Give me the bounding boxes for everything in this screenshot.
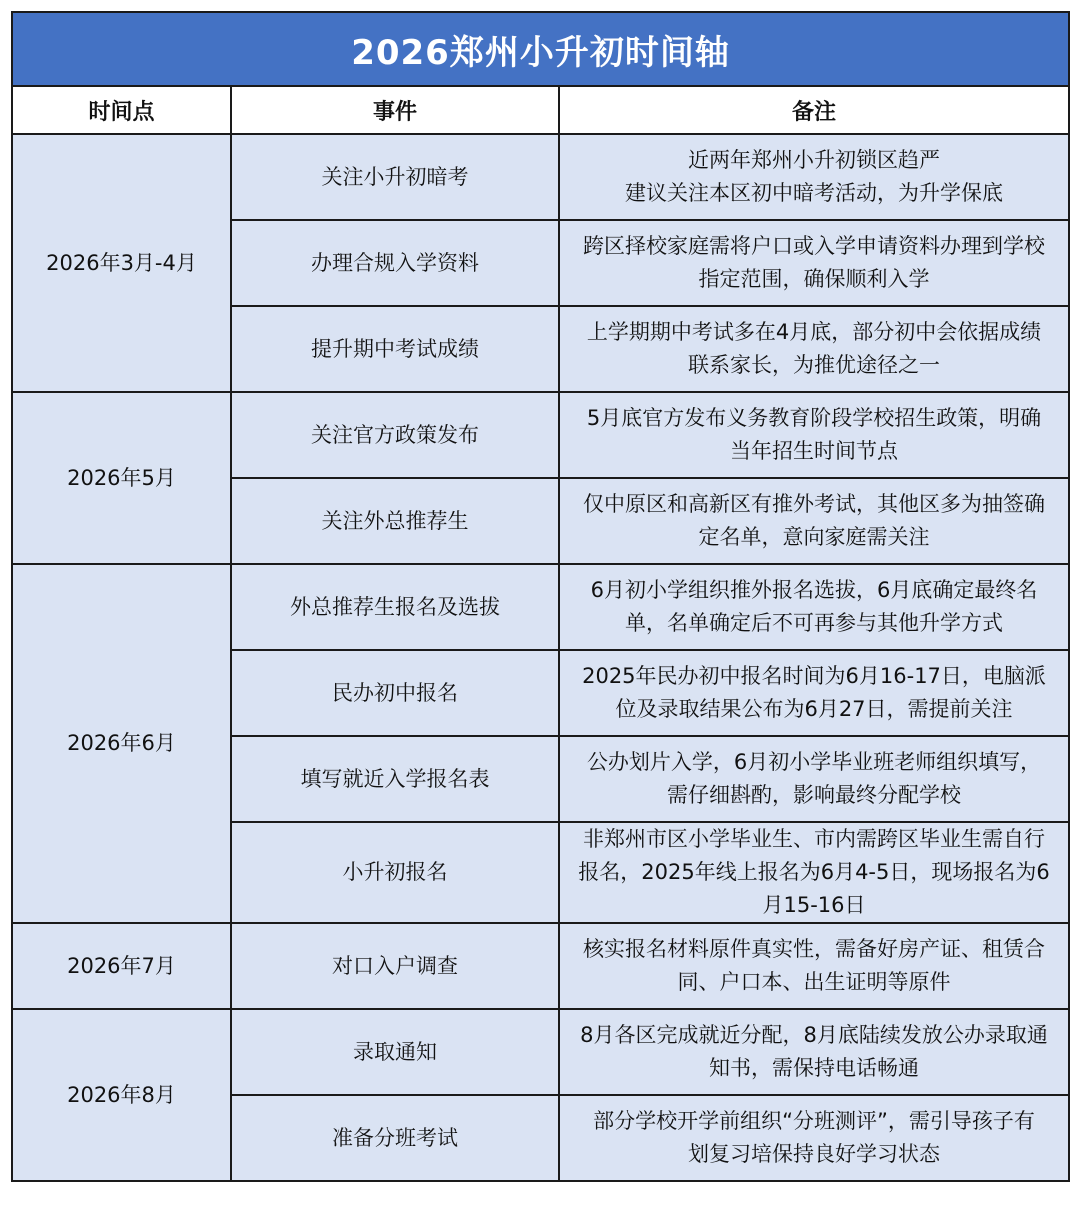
table-row: [12, 1009, 1069, 1095]
note-line: 建议关注本区初中暗考活动，为升学保底: [625, 181, 1003, 205]
time-point-cell: 2026年6月: [12, 564, 231, 923]
table-row: [12, 134, 1069, 220]
note-cell: [559, 392, 1069, 478]
table-row: [12, 923, 1069, 1009]
time-point-cell: 2026年8月: [12, 1009, 231, 1181]
event-cell: 对口入户调查: [231, 923, 559, 1009]
note-line: 近两年郑州小升初锁区趋严: [688, 148, 940, 172]
event-cell: 提升期中考试成绩: [231, 306, 559, 392]
note-cell: [559, 923, 1069, 1009]
note-line: 核实报名材料原件真实性，需备好房产证、租赁合: [583, 937, 1045, 961]
header-event: 事件: [231, 86, 559, 134]
note-line: 需仔细斟酌，影响最终分配学校: [667, 783, 961, 807]
note-line: 联系家长，为推优途径之一: [688, 353, 940, 377]
note-line: 位及录取结果公布为6月27日，需提前关注: [615, 697, 1013, 721]
timeline-body: [12, 134, 1069, 1181]
note-cell: [559, 478, 1069, 564]
note-line: 公办划片入学，6月初小学毕业班老师组织填写，: [586, 750, 1042, 774]
header-note: 备注: [559, 86, 1069, 134]
event-cell: 填写就近入学报名表: [231, 736, 559, 822]
note-line: 指定范围，确保顺利入学: [698, 267, 930, 291]
note-line: 6月初小学组织推外报名选拔，6月底确定最终名: [590, 578, 1038, 602]
note-cell: [559, 1009, 1069, 1095]
note-line: 5月底官方发布义务教育阶段学校招生政策，明确: [586, 406, 1042, 430]
note-cell: [559, 736, 1069, 822]
event-cell: 外总推荐生报名及选拔: [231, 564, 559, 650]
note-cell: [559, 1095, 1069, 1181]
event-cell: 关注官方政策发布: [231, 392, 559, 478]
event-cell: 准备分班考试: [231, 1095, 559, 1181]
note-cell: [559, 306, 1069, 392]
note-line: 当年招生时间节点: [730, 439, 898, 463]
note-line: 跨区择校家庭需将户口或入学申请资料办理到学校: [583, 234, 1045, 258]
time-point-cell: 2026年3月-4月: [12, 134, 231, 392]
header-time: 时间点: [12, 86, 231, 134]
note-cell: [559, 650, 1069, 736]
note-line: 定名单，意向家庭需关注: [698, 525, 930, 549]
event-cell: 小升初报名: [231, 822, 559, 923]
note-cell: [559, 564, 1069, 650]
note-cell: [559, 134, 1069, 220]
event-cell: 录取通知: [231, 1009, 559, 1095]
time-point-cell: 2026年7月: [12, 923, 231, 1009]
note-line: 部分学校开学前组织“分班测评”，需引导孩子有: [593, 1109, 1035, 1133]
table-title: 2026郑州小升初时间轴: [12, 12, 1069, 86]
note-line: 同、户口本、出生证明等原件: [677, 970, 951, 994]
timeline-table-container: [11, 11, 1068, 1182]
event-cell: 民办初中报名: [231, 650, 559, 736]
event-cell: 关注小升初暗考: [231, 134, 559, 220]
note-cell: [559, 822, 1069, 923]
event-cell: 关注外总推荐生: [231, 478, 559, 564]
note-line: 上学期期中考试多在4月底，部分初中会依据成绩: [586, 320, 1042, 344]
note-line: 2025年民办初中报名时间为6月16-17日，电脑派: [582, 664, 1046, 688]
note-line: 仅中原区和高新区有推外考试，其他区多为抽签确: [583, 492, 1045, 516]
time-point-cell: 2026年5月: [12, 392, 231, 564]
table-row: [12, 564, 1069, 650]
note-line: 单，名单确定后不可再参与其他升学方式: [625, 611, 1003, 635]
note-line: 月15-16日: [762, 893, 866, 917]
note-line: 8月各区完成就近分配，8月底陆续发放公办录取通: [580, 1023, 1048, 1047]
event-cell: 办理合规入学资料: [231, 220, 559, 306]
note-line: 非郑州市区小学毕业生、市内需跨区毕业生需自行: [583, 827, 1045, 851]
timeline-table: [11, 11, 1070, 1182]
note-line: 报名，2025年线上报名为6月4-5日，现场报名为6: [578, 860, 1050, 884]
note-line: 知书，需保持电话畅通: [709, 1056, 919, 1080]
note-cell: [559, 220, 1069, 306]
note-line: 划复习培保持良好学习状态: [688, 1142, 940, 1166]
table-row: [12, 392, 1069, 478]
